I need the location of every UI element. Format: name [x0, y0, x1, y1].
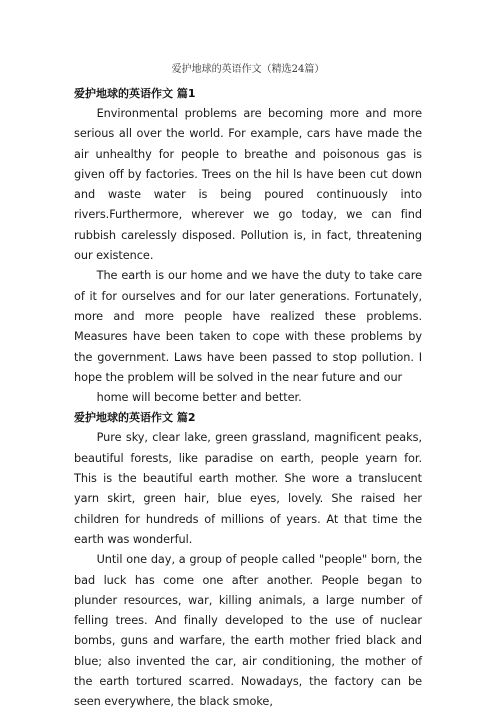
section-heading-1: 爱护地球的英语作文 篇1 — [74, 87, 196, 100]
paragraph: Pure sky, clear lake, green grassland, magnificent peaks, beautiful forests, like paradise on earth, people yearn for. This is the beautiful earth mother. She wore a translucent yarn skirt, green hair, blue eyes, lovely. She raised her children for hundreds of millions of years. At that time the earth was wonderful. — [74, 431, 422, 546]
paragraph: The earth is our home and we have the duty to take care of it for ourselves and for our later generations. Fortunately, more and more people have realized these problems. Measures have been taken to cope with these problems by the government. Laws have been passed to stop pollution. I hope the problem will be solved in the near future and our — [74, 269, 422, 384]
document-body — [74, 84, 422, 713]
paragraph: home will become better and better. — [96, 391, 302, 405]
paragraph: Until one day, a group of people called "people" born, the bad luck has come one after another. People began to plunder resources, war, killing animals, a large number of felling trees. And finally developed to the use of nuclear bombs, guns and warfare, the earth mother fried black and blue; also invented the car, air conditioning, the mother of the earth tortured scarred. Nowadays, the factory can be seen everywhere, the black smoke, — [74, 553, 422, 709]
paragraph: Environmental problems are becoming more and more serious all over the world. For example, cars have made the air unhealthy for people to breathe and poisonous gas is given off by factories. Trees on the hil ls have been cut down and waste water is being poured continuously into rivers.Furthermore, wherever we go today, we can find rubbish carelessly disposed. Pollution is, in fact, threatening our existence. — [74, 107, 422, 263]
document-title: 爱护地球的英语作文（精选24篇） — [171, 64, 325, 75]
section-heading-2: 爱护地球的英语作文 篇2 — [74, 411, 196, 425]
